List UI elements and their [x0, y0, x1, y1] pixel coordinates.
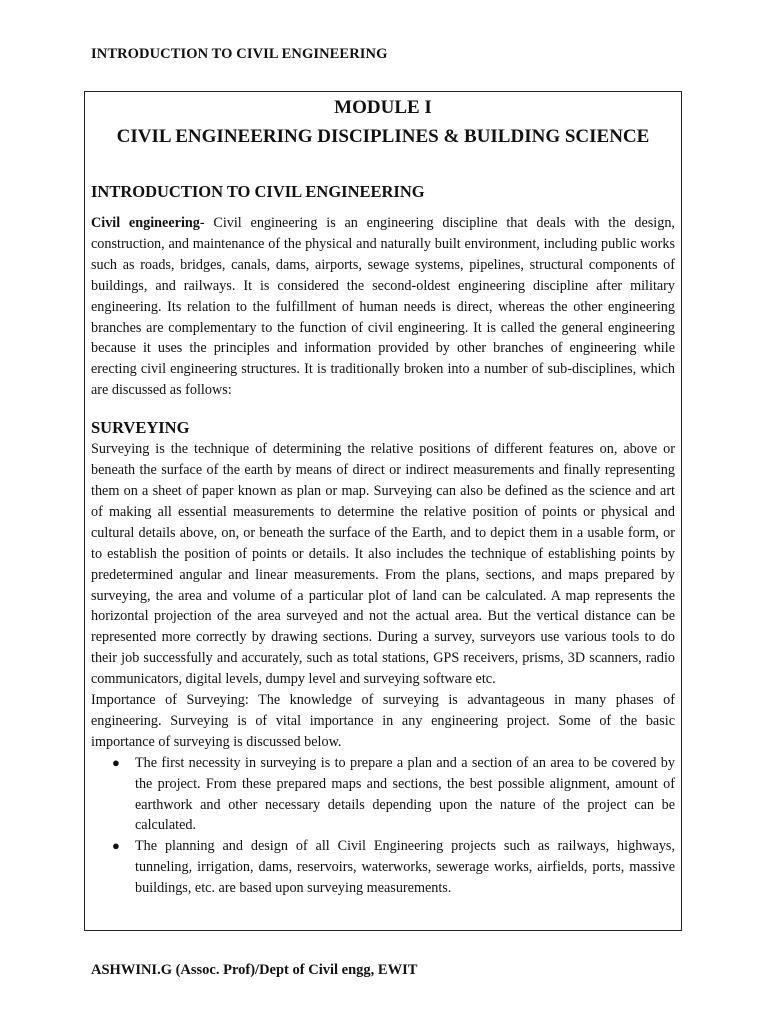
- running-footer: ASHWINI.G (Assoc. Prof)/Dept of Civil engg, EWIT: [91, 962, 418, 978]
- list-item: ● The first necessity in surveying is to prepare a plan and a section of an area to be covered by the project. From these prepared maps and sections, the best possible alignment, amount of earthwork and other necessary details depending upon the nature of the project can be calculated.: [112, 754, 675, 834]
- running-header: INTRODUCTION TO CIVIL ENGINEERING: [91, 46, 388, 62]
- intro-lead-term: Civil engineering: [91, 215, 200, 231]
- intro-body: - Civil engineering is an engineering discipline that deals with the design, construction, and maintenance of the physical and naturally built environment, including public works such as roads, bridges, canals, dams, airports, sewage systems, pipelines, structural components of buildings, and railways. It is considered the second-oldest engineering discipline after military engineering. Its relation to the fulfillment of human needs is direct, whereas the other engineering branches are complementary to the function of civil engineering. It is called the general engineering because it uses the principles and information provided by other branches of engineering while erecting civil engineering structures. It is traditionally broken into a number of sub-disciplines, which are discussed as follows:: [91, 215, 675, 399]
- bullet-icon: ●: [112, 754, 120, 770]
- module-subtitle: CIVIL ENGINEERING DISCIPLINES & BUILDING SCIENCE: [116, 126, 650, 147]
- intro-paragraph: [91, 213, 675, 401]
- intro-heading: INTRODUCTION TO CIVIL ENGINEERING: [91, 182, 425, 201]
- module-title: [91, 93, 675, 151]
- surveying-paragraph-2: Importance of Surveying: The knowledge of surveying is advantageous in many phases of engineering. Surveying is of vital importance in any engineering project. Some of the basic importance of surveying is discussed below.: [91, 692, 675, 750]
- surveying-paragraph-1: Surveying is the technique of determining the relative positions of different features on, above or beneath the surface of the earth by means of direct or indirect measurements and finally representing them on a sheet of paper known as plan or map. Surveying can also be defined as the science and art of making all essential measurements to determine the relative position of points or physical and cultural details above, on, or beneath the surface of the Earth, and to depict them in a usable form, or to establish the position of points or details. It also includes the technique of establishing points by predetermined angular and linear measurements. From the plans, sections, and maps prepared by surveying, the area and volume of a particular plot of land can be calculated. A map represents the horizontal projection of the area surveyed and not the actual area. But the vertical distance can be represented more correctly by drawing sections. During a survey, surveyors use various tools to do their job successfully and accurately, such as total stations, GPS receivers, prisms, 3D scanners, radio communicators, digital levels, dumpy level and surveying software etc.: [91, 441, 675, 688]
- bullet-icon: ●: [112, 838, 120, 854]
- module-number: MODULE I: [334, 97, 432, 118]
- surveying-bullet-list: [91, 753, 675, 899]
- surveying-heading: SURVEYING: [91, 418, 190, 438]
- list-item: ● The planning and design of all Civil Engineering projects such as railways, highways, tunneling, irrigation, dams, reservoirs, waterworks, sewerage works, airfields, ports, massive buildings, etc. are based upon surveying measurements.: [112, 838, 675, 897]
- content-frame: [84, 91, 682, 931]
